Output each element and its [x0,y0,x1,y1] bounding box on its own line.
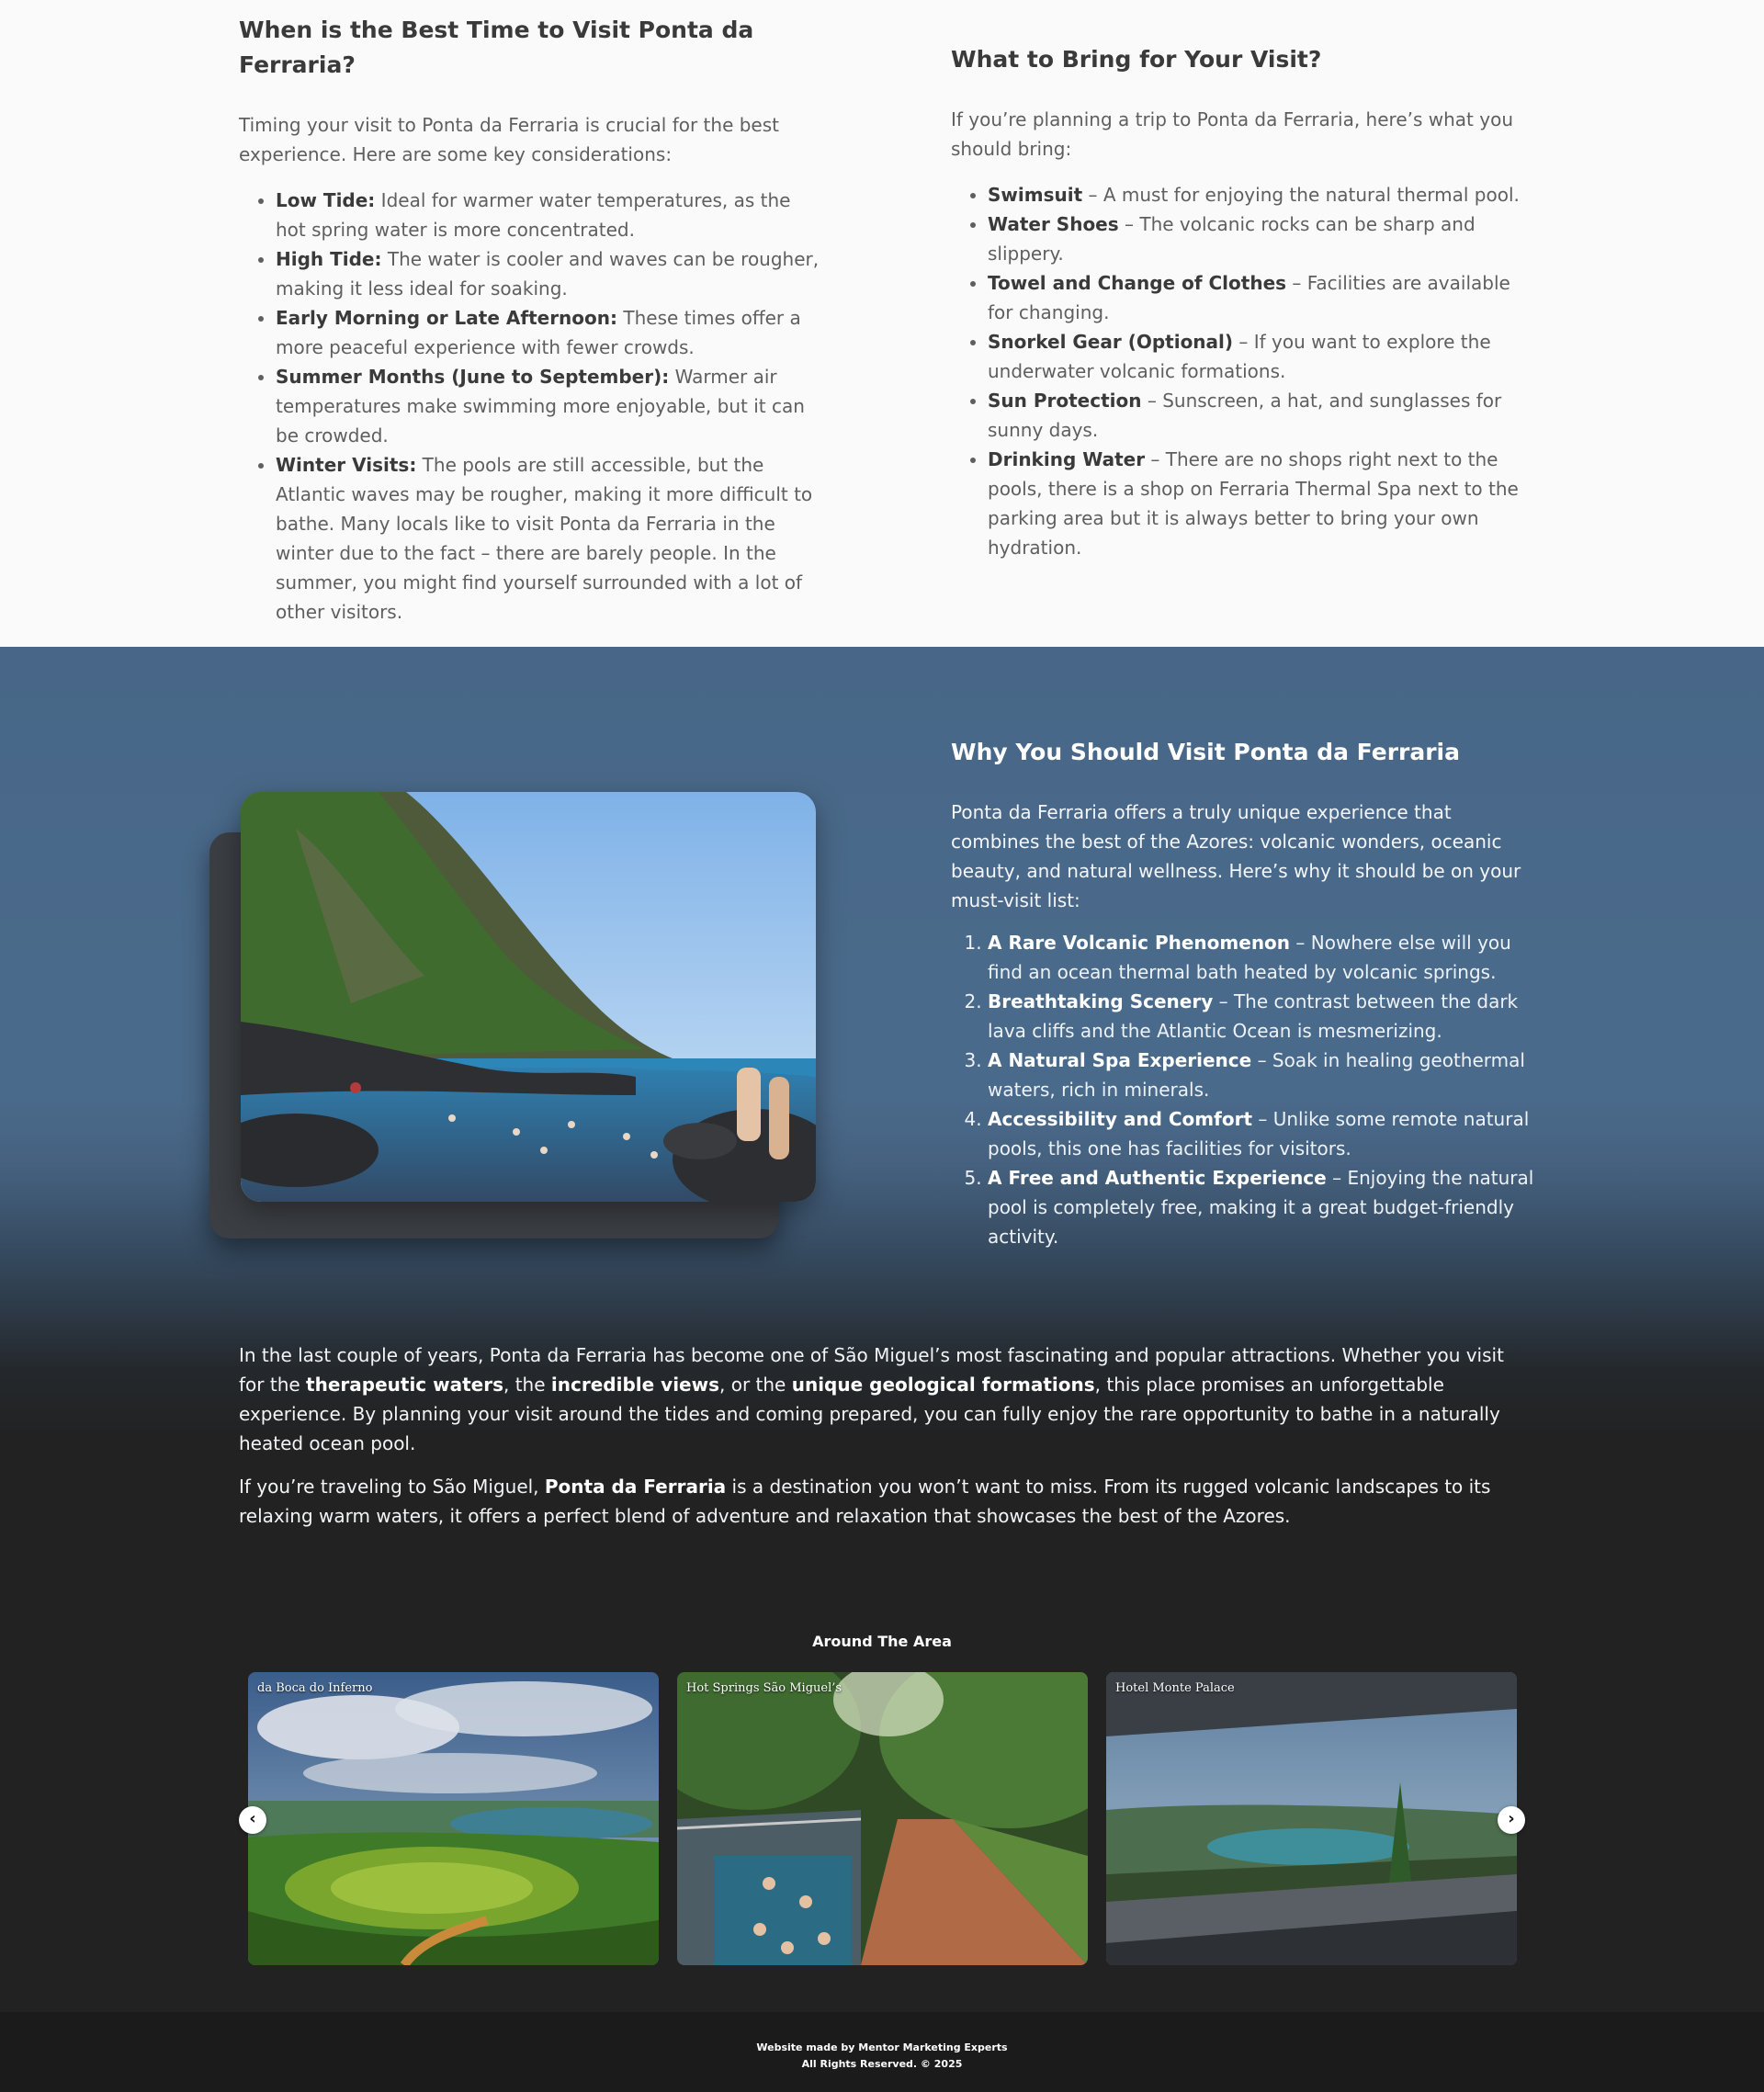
summary-paragraph-2 [239,1472,1525,1531]
list-item [988,180,1535,209]
list-item-term: Winter Visits: [276,454,417,476]
card-caption: da Boca do Inferno [257,1681,373,1695]
list-item [988,987,1539,1046]
list-item-term: A Free and Authentic Experience [988,1167,1327,1189]
summary-block [239,1340,1525,1544]
list-item-term: Early Morning or Late Afternoon: [276,307,618,329]
list-item [988,1046,1539,1104]
list-item-term: Accessibility and Comfort [988,1108,1252,1130]
list-item-text: – Sunscreen, a hat, and sunglasses for sunny days. [988,390,1502,441]
carousel-prev-button[interactable] [239,1806,266,1834]
what-to-bring-list [951,180,1535,562]
list-item-term: Summer Months (June to September): [276,366,670,388]
what-to-bring-column [951,42,1535,562]
carousel-next-button[interactable] [1498,1806,1525,1834]
card-caption: Hot Springs São Miguel’s [686,1681,842,1695]
footer-credit: Website made by Mentor Marketing Experts [756,2041,1008,2053]
what-to-bring-intro: If you’re planning a trip to Ponta da Ferraria, here’s what you should bring: [951,108,1513,160]
summary-text: In the last couple of years, Ponta da Ferraria has become one of São Miguel’s most fascinating and popular attractions. Whether you visit for the [239,1344,1504,1396]
list-item-term: A Rare Volcanic Phenomenon [988,932,1291,954]
card-image [677,1672,1088,1965]
carousel-card-hot-springs[interactable] [677,1672,1088,1965]
info-section [0,0,1764,647]
summary-text: , this place promises an unforgettable experience. By planning your visit around the tides and coming prepared, you can fully enjoy the rare opportunity to bathe in a naturally heated ocean pool. [239,1374,1500,1454]
list-item [276,362,823,450]
list-item-text: – A must for enjoying the natural thermal pool. [1082,184,1520,206]
list-item-text: – If you want to explore the underwater volcanic formations. [988,331,1491,382]
summary-highlight: incredible views [550,1374,719,1396]
why-visit-block [951,735,1539,1251]
list-item-term: Low Tide: [276,189,376,211]
footer-copyright: All Rights Reserved. © 2025 [801,2058,963,2070]
list-item [276,244,823,303]
list-item-text: – Enjoying the natural pool is completely free, making it a great budget-friendly activity. [988,1167,1534,1248]
summary-paragraph-1 [239,1340,1525,1458]
summary-text: is a destination you won’t want to miss. From its rugged volcanic landscapes to its relaxing warm waters, it offers a perfect blend of adventure and relaxation that showcases the best of the Azores. [239,1476,1491,1527]
what-to-bring-heading: What to Bring for Your Visit? [951,46,1322,73]
why-visit-list [951,928,1539,1251]
list-item-term: A Natural Spa Experience [988,1049,1252,1071]
ferraria-photo [241,792,816,1202]
list-item-term: Sun Protection [988,390,1142,412]
summary-highlight: therapeutic waters [306,1374,503,1396]
ferraria-photo-illustration [241,792,816,1202]
list-item-text: – There are no shops right next to the pools, there is a shop on Ferraria Thermal Spa next to the parking area but it is always better to bring your own hydration. [988,448,1519,559]
list-item-text: – Soak in healing geothermal waters, rich in minerals. [988,1049,1525,1101]
list-item-text: The water is cooler and waves can be rougher, making it less ideal for soaking. [276,248,820,300]
list-item-text: – Unlike some remote natural pools, this one has facilities for visitors. [988,1108,1530,1159]
best-time-list [239,186,823,627]
list-item [988,445,1535,562]
summary-highlight: unique geological formations [791,1374,1095,1396]
list-item [276,186,823,244]
card-caption: Hotel Monte Palace [1115,1681,1235,1695]
why-visit-intro: Ponta da Ferraria offers a truly unique experience that combines the best of the Azores: volcanic wonders, oceanic beauty, and natural wellness. Here’s why it should be on your must-visit list: [951,801,1521,911]
list-item-text: Warmer air temperatures make swimming more enjoyable, but it can be crowded. [276,366,805,447]
card-image [1106,1672,1517,1965]
list-item-term: Towel and Change of Clothes [988,272,1287,294]
list-item-text: These times offer a more peaceful experience with fewer crowds. [276,307,801,358]
list-item-text: – Facilities are available for changing. [988,272,1510,323]
summary-highlight: Ponta da Ferraria [544,1476,727,1498]
list-item-term: Water Shoes [988,213,1119,235]
list-item [988,1104,1539,1163]
best-time-column [239,13,823,627]
list-item-text: The pools are still accessible, but the Atlantic waves may be rougher, making it more difficult to bathe. Many locals like to visit Ponta da Ferraria in the winter due to the fact – there are barely people. In the summer, you might find yourself surrounded with a lot of other visitors. [276,454,813,623]
list-item [988,268,1535,327]
list-item [988,327,1535,386]
summary-text: If you’re traveling to São Miguel, [239,1476,545,1498]
summary-text: , the [503,1374,551,1396]
chevron-left-icon: ‹ [249,1809,256,1828]
best-time-intro: Timing your visit to Ponta da Ferraria is crucial for the best experience. Here are some key considerations: [239,114,779,165]
list-item-text: – The volcanic rocks can be sharp and slippery. [988,213,1476,265]
around-area-title: Around The Area [812,1633,952,1650]
list-item [276,450,823,627]
list-item [988,209,1535,268]
summary-text: , or the [719,1374,792,1396]
card-image [248,1672,659,1965]
list-item [988,1163,1539,1251]
list-item [988,386,1535,445]
list-item-text: – Nowhere else will you find an ocean thermal bath heated by volcanic springs. [988,932,1511,983]
list-item [276,303,823,362]
site-footer [0,2012,1764,2092]
list-item-term: Breathtaking Scenery [988,990,1214,1012]
list-item-term: Swimsuit [988,184,1083,206]
carousel-card-monte-palace[interactable] [1106,1672,1517,1965]
list-item-term: Drinking Water [988,448,1146,470]
list-item-text: – The contrast between the dark lava cliffs and the Atlantic Ocean is mesmerizing. [988,990,1519,1042]
list-item-term: High Tide: [276,248,382,270]
carousel-card-boca-do-inferno[interactable] [248,1672,659,1965]
list-item-term: Snorkel Gear (Optional) [988,331,1234,353]
why-visit-heading: Why You Should Visit Ponta da Ferraria [951,739,1460,765]
best-time-heading: When is the Best Time to Visit Ponta da Ferraria? [239,17,754,78]
list-item [988,928,1539,987]
list-item-text: Ideal for warmer water temperatures, as the hot spring water is more concentrated. [276,189,791,241]
chevron-right-icon: › [1508,1809,1515,1828]
